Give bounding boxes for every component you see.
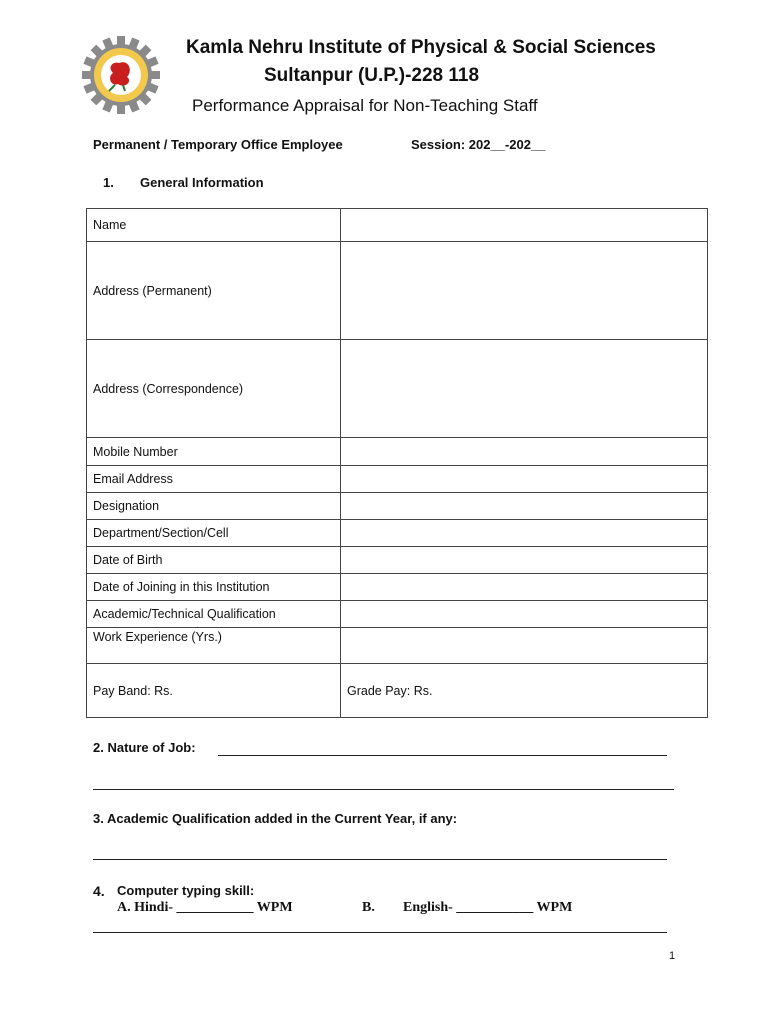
section1-number: 1. bbox=[103, 175, 114, 190]
table-row bbox=[87, 209, 708, 242]
table-row bbox=[87, 242, 708, 340]
section4-number: 4. bbox=[93, 883, 105, 899]
table-row bbox=[87, 438, 708, 466]
row-label: Email Address bbox=[87, 466, 341, 493]
nature-of-job-line-2[interactable] bbox=[93, 789, 674, 790]
table-row bbox=[87, 520, 708, 547]
institute-name-line1: Kamla Nehru Institute of Physical & Social Sciences bbox=[186, 37, 656, 58]
qualification-field[interactable] bbox=[341, 601, 708, 628]
employee-type: Permanent / Temporary Office Employee bbox=[93, 137, 343, 152]
page-number: 1 bbox=[669, 950, 676, 962]
row-label: Designation bbox=[87, 493, 341, 520]
correspondence-address-field[interactable] bbox=[341, 340, 708, 438]
email-field[interactable] bbox=[341, 466, 708, 493]
date-of-joining-field[interactable] bbox=[341, 574, 708, 601]
date-of-birth-field[interactable] bbox=[341, 547, 708, 574]
session-field[interactable]: Session: 202__-202__ bbox=[411, 137, 546, 152]
pay-band-field[interactable]: Pay Band: Rs. bbox=[87, 664, 341, 718]
section1-title: General Information bbox=[140, 175, 264, 190]
table-row bbox=[87, 664, 708, 718]
row-label: Work Experience (Yrs.) bbox=[87, 628, 341, 664]
section2-label: 2. Nature of Job: bbox=[93, 740, 196, 755]
institute-name-line2: Sultanpur (U.P.)-228 118 bbox=[264, 65, 480, 86]
form-title: Performance Appraisal for Non-Teaching Staff bbox=[192, 96, 538, 115]
row-label: Name bbox=[87, 209, 341, 242]
department-field[interactable] bbox=[341, 520, 708, 547]
table-row bbox=[87, 466, 708, 493]
mobile-number-field[interactable] bbox=[341, 438, 708, 466]
institute-logo-icon bbox=[82, 36, 160, 114]
row-label: Date of Birth bbox=[87, 547, 341, 574]
typing-skill-line[interactable] bbox=[93, 932, 667, 933]
name-field[interactable] bbox=[341, 209, 708, 242]
designation-field[interactable] bbox=[341, 493, 708, 520]
table-row bbox=[87, 340, 708, 438]
general-info-table bbox=[86, 208, 708, 718]
table-row bbox=[87, 493, 708, 520]
row-label: Academic/Technical Qualification bbox=[87, 601, 341, 628]
permanent-address-field[interactable] bbox=[341, 242, 708, 340]
english-letter: B. bbox=[362, 900, 375, 915]
table-row bbox=[87, 547, 708, 574]
row-label: Address (Permanent) bbox=[87, 242, 341, 340]
nature-of-job-line[interactable] bbox=[218, 755, 667, 756]
table-row bbox=[87, 574, 708, 601]
table-row bbox=[87, 628, 708, 664]
row-label: Address (Correspondence) bbox=[87, 340, 341, 438]
work-experience-field[interactable] bbox=[341, 628, 708, 664]
english-typing-field[interactable]: English- ___________ WPM bbox=[403, 900, 573, 915]
row-label: Department/Section/Cell bbox=[87, 520, 341, 547]
row-label: Date of Joining in this Institution bbox=[87, 574, 341, 601]
row-label: Mobile Number bbox=[87, 438, 341, 466]
hindi-typing-field[interactable]: A. Hindi- ___________ WPM bbox=[117, 900, 293, 915]
grade-pay-field[interactable]: Grade Pay: Rs. bbox=[341, 664, 708, 718]
table-row bbox=[87, 601, 708, 628]
section3-label: 3. Academic Qualification added in the Current Year, if any: bbox=[93, 811, 458, 826]
section4-label: Computer typing skill: bbox=[117, 883, 255, 898]
academic-qualification-line[interactable] bbox=[93, 859, 667, 860]
